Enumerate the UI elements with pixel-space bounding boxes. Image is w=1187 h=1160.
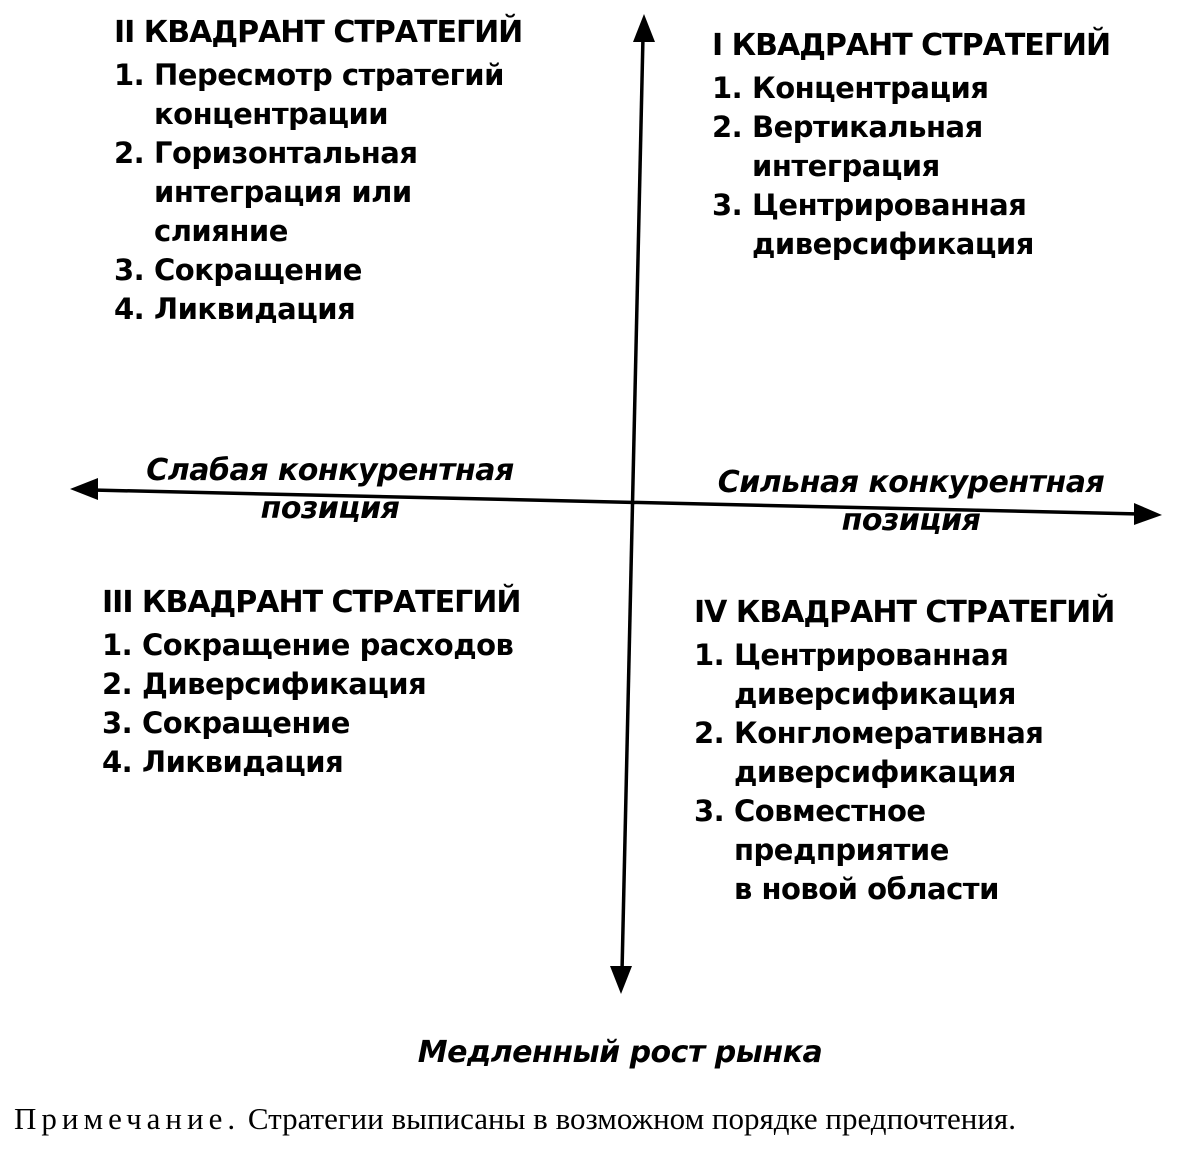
- list-item: 2. Диверсификация: [102, 667, 427, 701]
- quadrant-3-list: [102, 626, 520, 782]
- list-item: 3. Совместное предприятие в новой области: [694, 794, 999, 906]
- quadrant-4-list: [694, 636, 1114, 909]
- quadrant-4: [694, 594, 1114, 909]
- list-item: 2. Конгломеративная диверсификация: [694, 716, 1044, 789]
- axis-label-slow-growth: Медленный рост рынка: [417, 1035, 823, 1070]
- list-item: 3. Сокращение: [114, 253, 362, 287]
- quadrant-2-title: II КВАДРАНТ СТРАТЕГИЙ: [114, 15, 523, 50]
- list-item: 4. Ликвидация: [114, 292, 356, 326]
- axis-label-weak-position: Слабая конкурентная позиция: [146, 453, 514, 526]
- list-item: 1. Сокращение расходов: [102, 628, 514, 662]
- quadrant-1-title: I КВАДРАНТ СТРАТЕГИЙ: [712, 28, 1111, 63]
- caption-text: Стратегии выписаны в возможном порядке предпочтения.: [247, 1101, 1016, 1136]
- list-item: 1. Центрированная диверсификация: [694, 638, 1016, 711]
- list-item: 1. Пересмотр стратегий концентрации: [114, 58, 504, 131]
- list-item: 2. Горизонтальная интеграция или слияние: [114, 136, 418, 248]
- vertical-axis-arrow-down: [610, 966, 632, 994]
- list-item: 4. Ликвидация: [102, 745, 344, 779]
- list-item: 3. Центрированная диверсификация: [712, 188, 1034, 261]
- quadrant-4-title: IV КВАДРАНТ СТРАТЕГИЙ: [694, 595, 1115, 630]
- caption-lead: Примечание.: [14, 1101, 241, 1136]
- axis-label-strong-position: Сильная конкурентная позиция: [717, 465, 1105, 538]
- list-item: 1. Концентрация: [712, 71, 989, 105]
- vertical-axis-arrow-up: [633, 14, 655, 42]
- quadrant-1: [712, 27, 1110, 264]
- quadrant-2: [114, 14, 522, 329]
- list-item: 2. Вертикальная интеграция: [712, 110, 983, 183]
- quadrant-1-list: [712, 69, 1110, 264]
- list-item: 3. Сокращение: [102, 706, 350, 740]
- quadrant-3-title: III КВАДРАНТ СТРАТЕГИЙ: [102, 585, 521, 620]
- horizontal-axis-arrow-right: [1134, 503, 1162, 525]
- caption-note: [14, 1100, 1184, 1138]
- horizontal-axis-arrow-left: [70, 478, 98, 500]
- quadrant-3: [102, 584, 520, 782]
- quadrant-2-list: [114, 56, 522, 329]
